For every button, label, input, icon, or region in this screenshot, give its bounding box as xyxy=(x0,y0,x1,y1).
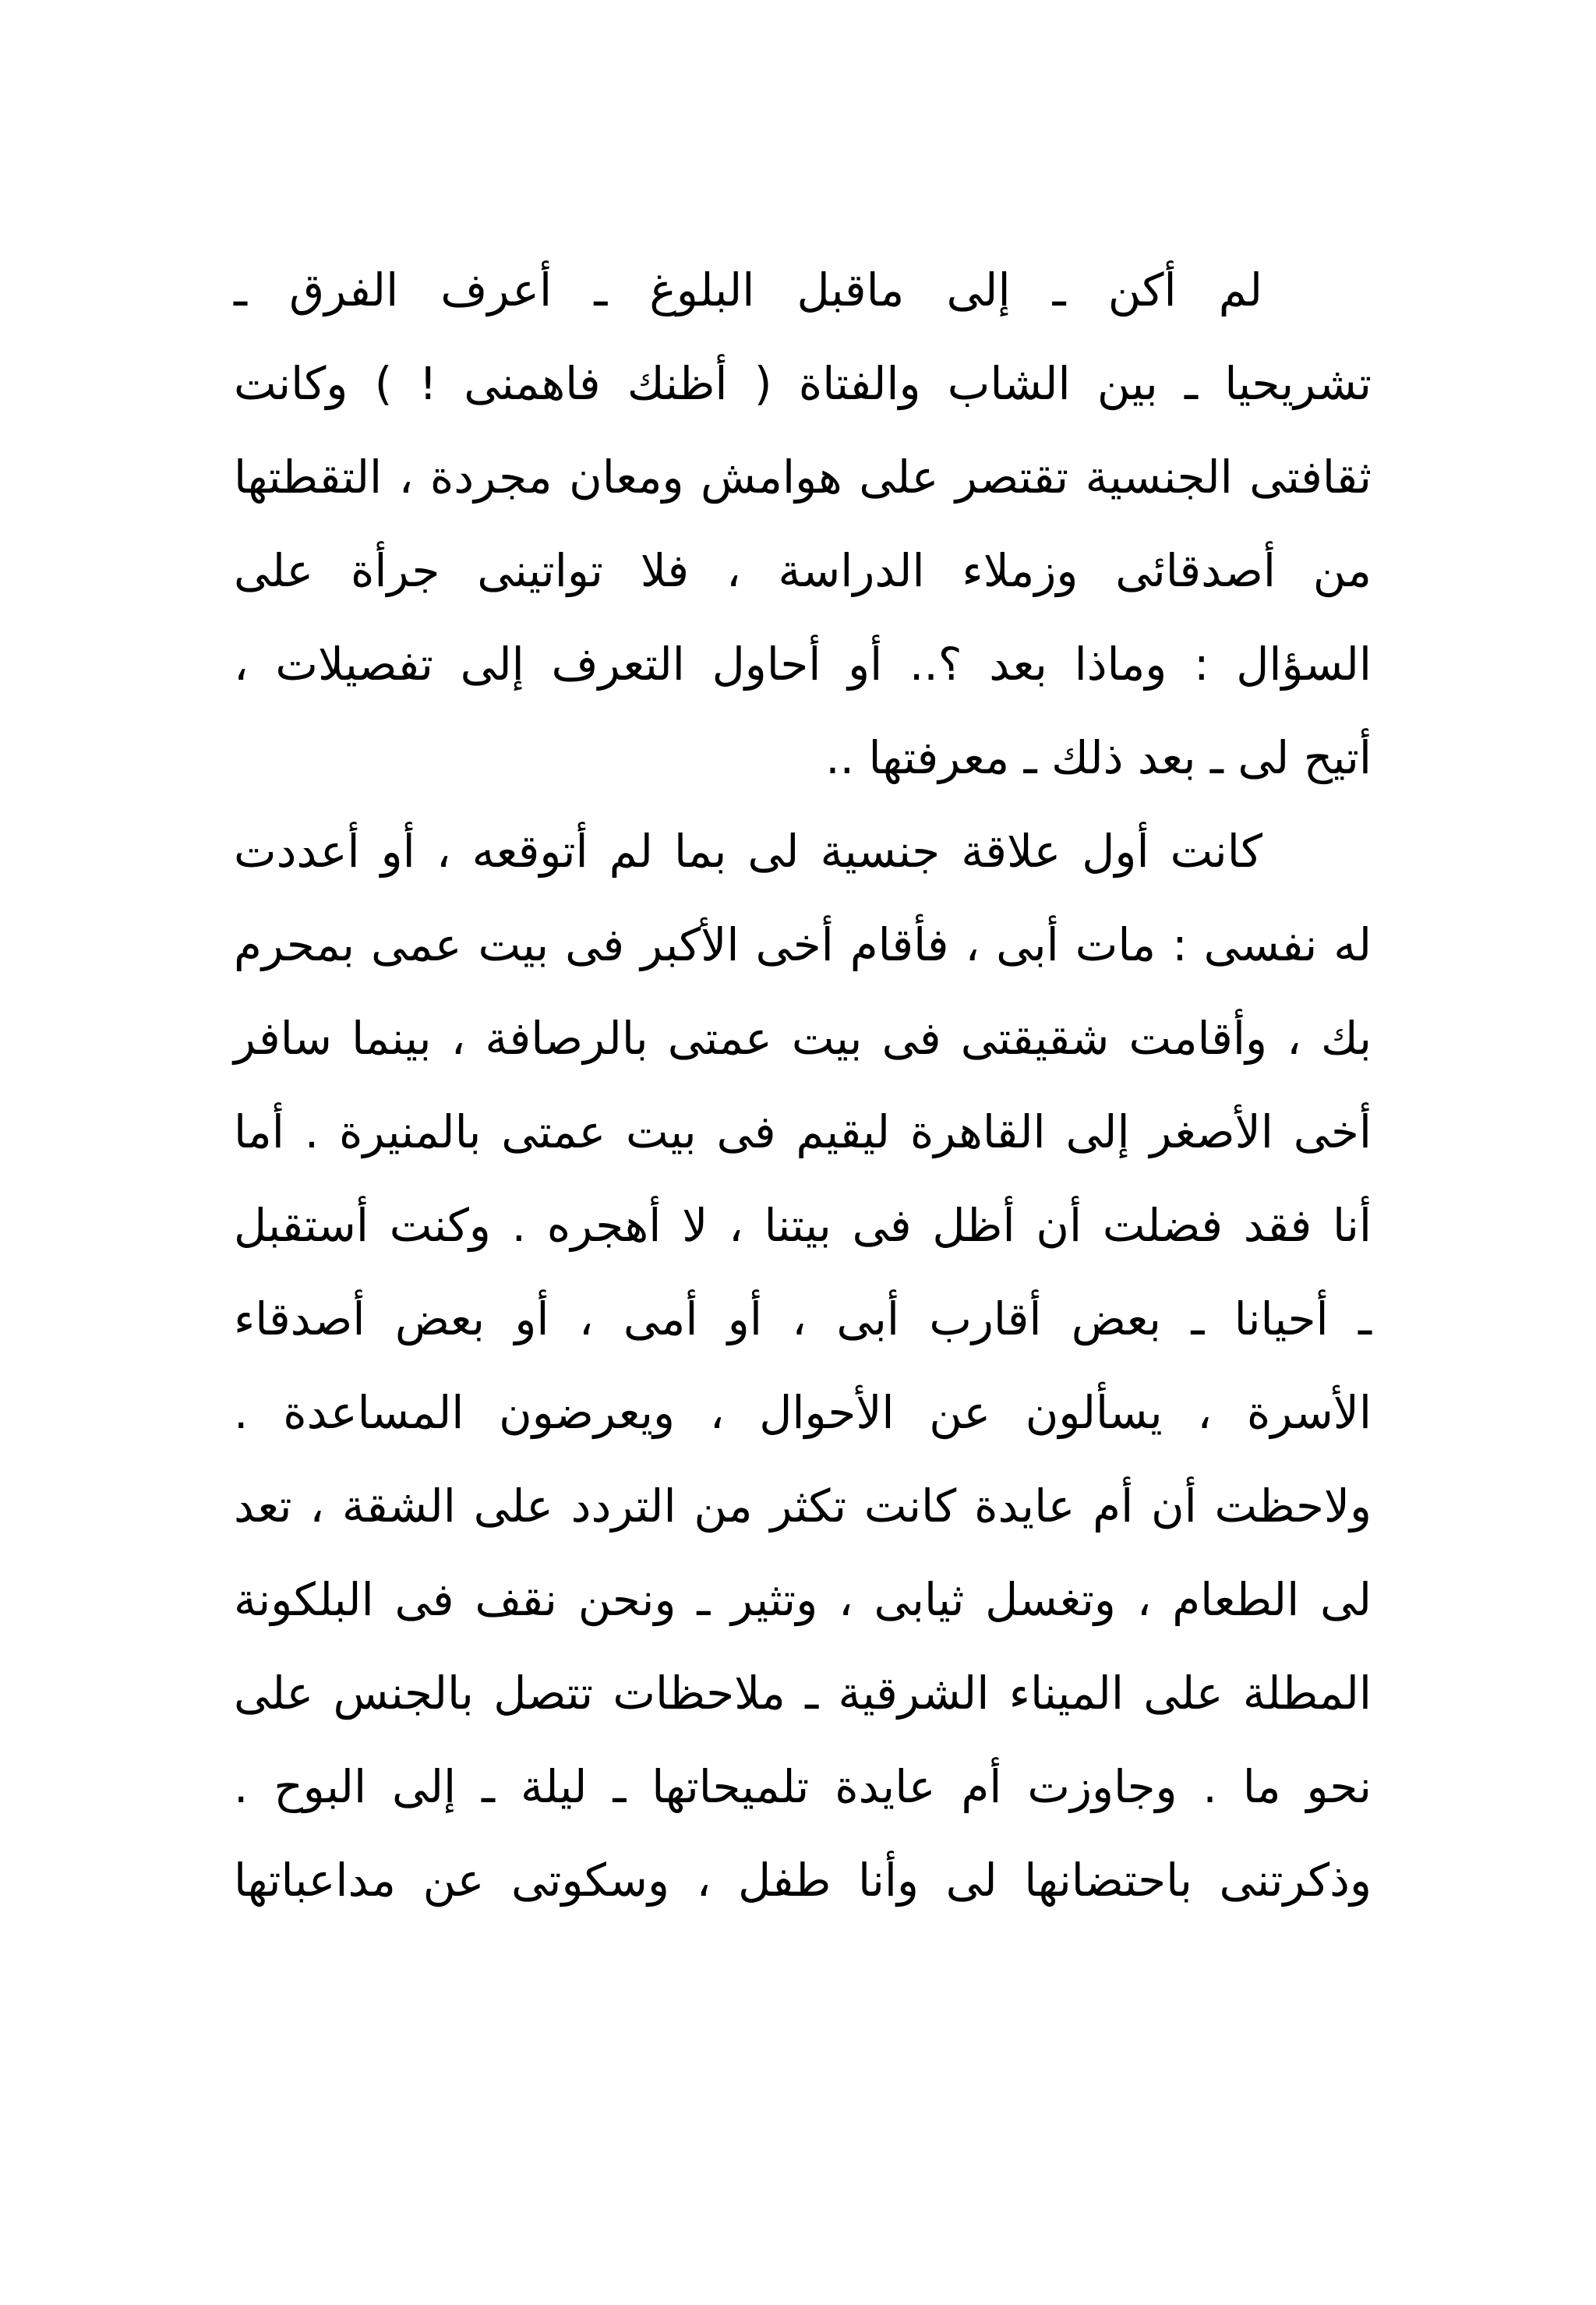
text-line: كانت أول علاقة جنسية لى بما لم أتوقعه ، أو أعددت xyxy=(234,825,1262,878)
text-line: من أصدقائى وزملاء الدراسة ، فلا تواتينى جرأة على xyxy=(234,544,1372,597)
text-line: تشريحيا ـ بين الشاب والفتاة ( أظنك فاهمنى ! ) وكانت xyxy=(234,357,1372,410)
text-line: أنا فقد فضلت أن أظل فى بيتنا ، لا أهجره . وكنت أستقبل xyxy=(234,1199,1372,1252)
text-line: نحو ما . وجاوزت أم عايدة تلميحاتها ـ ليلة ـ إلى البوح . xyxy=(234,1760,1372,1813)
text-line: وذكرتنى باحتضانها لى وأنا طفل ، وسكوتى عن مداعباتها xyxy=(234,1854,1372,1907)
text-line: ولاحظت أن أم عايدة كانت تكثر من التردد على الشقة ، تعد xyxy=(234,1480,1372,1533)
text-line: لم أكن ـ إلى ماقبل البلوغ ـ أعرف الفرق ـ xyxy=(234,263,1262,316)
text-line: أتيح لى ـ بعد ذلك ـ معرفتها .. xyxy=(825,731,1372,784)
text-line: أخى الأصغر إلى القاهرة ليقيم فى بيت عمتى بالمنيرة . أما xyxy=(234,1105,1372,1158)
text-line: الأسرة ، يسألون عن الأحوال ، ويعرضون المساعدة . xyxy=(234,1386,1372,1439)
paragraph-1 xyxy=(234,243,1372,804)
paragraph-2 xyxy=(234,804,1372,1927)
text-line: المطلة على الميناء الشرقية ـ ملاحظات تتصل بالجنس على xyxy=(234,1667,1372,1720)
text-line: بك ، وأقامت شقيقتى فى بيت عمتى بالرصافة ، بينما سافر xyxy=(234,1012,1372,1065)
text-line: لى الطعام ، وتغسل ثيابى ، وتثير ـ ونحن نقف فى البلكونة xyxy=(234,1573,1372,1626)
body-text xyxy=(234,243,1372,1927)
text-line: السؤال : وماذا بعد ؟.. أو أحاول التعرف إلى تفصيلات ، xyxy=(234,638,1372,691)
text-line: ثقافتى الجنسية تقتصر على هوامش ومعان مجردة ، التقطتها xyxy=(234,451,1372,504)
text-line: ـ أحيانا ـ بعض أقارب أبى ، أو أمى ، أو بعض أصدقاء xyxy=(234,1292,1372,1345)
text-line: له نفسى : مات أبى ، فأقام أخى الأكبر فى بيت عمى بمحرم xyxy=(234,918,1372,971)
